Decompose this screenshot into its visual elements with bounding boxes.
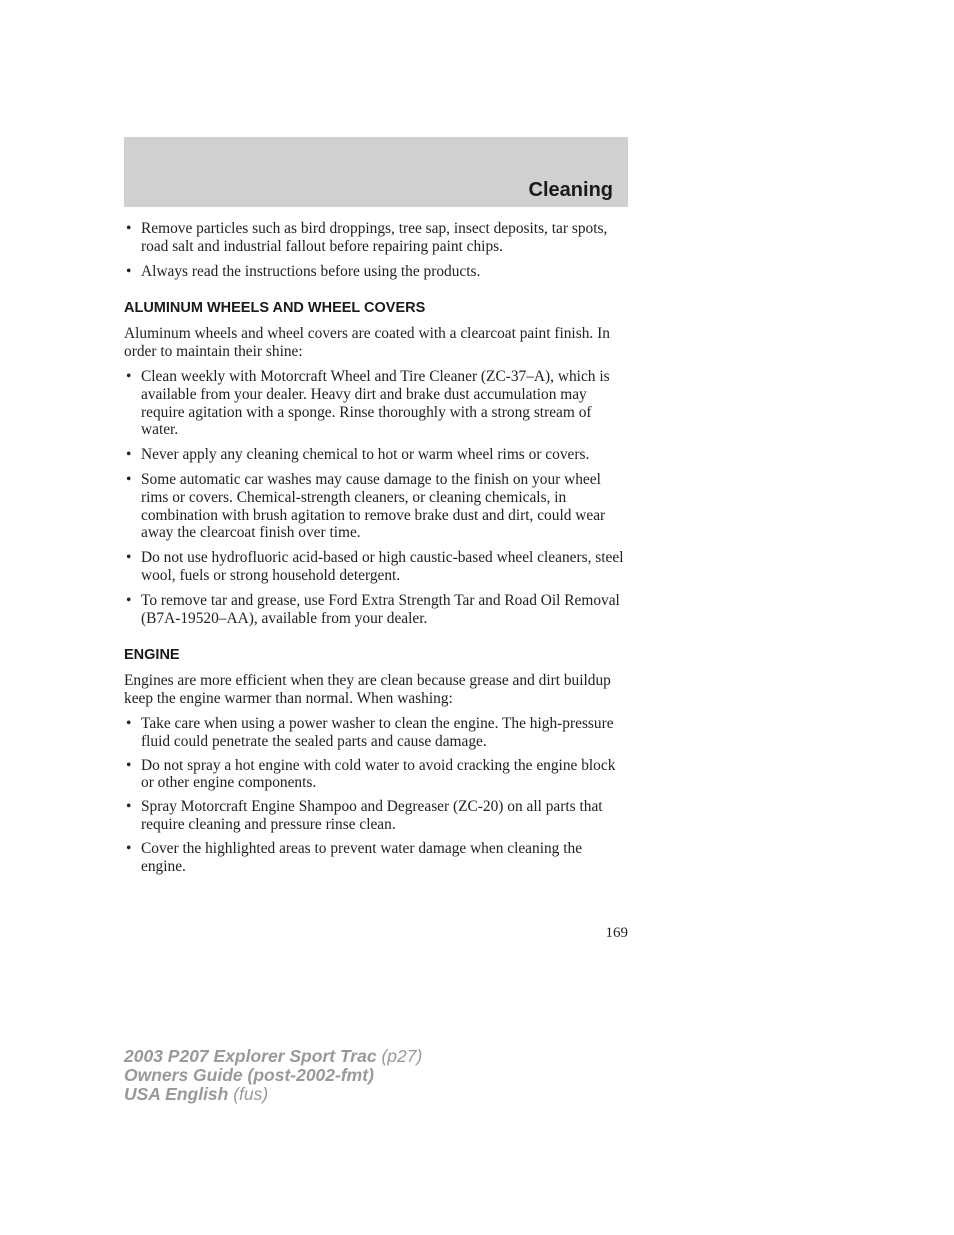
section-header-band	[124, 137, 628, 207]
footer-line-1	[124, 1047, 422, 1066]
footer-language: USA English	[124, 1084, 229, 1104]
list-item: • Never apply any cleaning chemical to hot or warm wheel rims or covers.	[124, 446, 628, 464]
list-item: • Spray Motorcraft Engine Shampoo and Degreaser (ZC-20) on all parts that require cleaning and pressure rinse clean.	[124, 798, 628, 834]
intro-bullet-list	[124, 220, 628, 280]
aluminum-wheels-bullet-list	[124, 368, 628, 627]
footer-vehicle-code: (p27)	[381, 1046, 423, 1066]
list-item: • Take care when using a power washer to clean the engine. The high-pressure fluid could penetrate the sealed parts and cause damage.	[124, 715, 628, 751]
list-item: • Do not use hydrofluoric acid-based or high caustic-based wheel cleaners, steel wool, fuels or strong household detergent.	[124, 549, 628, 585]
list-item: • Do not spray a hot engine with cold water to avoid cracking the engine block or other engine components.	[124, 757, 628, 793]
list-item: • To remove tar and grease, use Ford Extra Strength Tar and Road Oil Removal (B7A-19520–AA), available from your dealer.	[124, 592, 628, 628]
list-item: • Some automatic car washes may cause damage to the finish on your wheel rims or covers. Chemical-strength cleaners, or cleaning chemicals, in combination with brush agitation to remove brake dust and dirt, could wear away the clearcoat finish over time.	[124, 471, 628, 542]
footer-vehicle: 2003 P207 Explorer Sport Trac	[124, 1046, 377, 1066]
list-item: • Clean weekly with Motorcraft Wheel and Tire Cleaner (ZC-37–A), which is available from your dealer. Heavy dirt and brake dust accumulation may require agitation with a sponge. Rinse thoroughly with a strong stream of water.	[124, 368, 628, 439]
aluminum-wheels-heading: ALUMINUM WHEELS AND WHEEL COVERS	[124, 300, 426, 317]
document-footer	[124, 1047, 422, 1104]
list-item: • Cover the highlighted areas to prevent water damage when cleaning the engine.	[124, 840, 628, 876]
footer-line-3	[124, 1085, 422, 1104]
footer-language-code: (fus)	[233, 1084, 269, 1104]
aluminum-wheels-intro: Aluminum wheels and wheel covers are coated with a clearcoat paint finish. In order to maintain their shine:	[124, 325, 610, 361]
section-title: Cleaning	[528, 179, 613, 201]
footer-guide: Owners Guide (post-2002-fmt)	[124, 1065, 374, 1085]
list-item: • Always read the instructions before using the products.	[124, 263, 628, 281]
list-item: • Remove particles such as bird droppings, tree sap, insect deposits, tar spots, road salt and industrial fallout before repairing paint chips.	[124, 220, 628, 256]
engine-heading: ENGINE	[124, 647, 180, 664]
footer-line-2	[124, 1066, 422, 1085]
page-content	[124, 220, 628, 881]
engine-intro: Engines are more efficient when they are clean because grease and dirt buildup keep the engine warmer than normal. When washing:	[124, 672, 611, 708]
engine-bullet-list	[124, 715, 628, 875]
page-number: 169	[605, 925, 628, 941]
